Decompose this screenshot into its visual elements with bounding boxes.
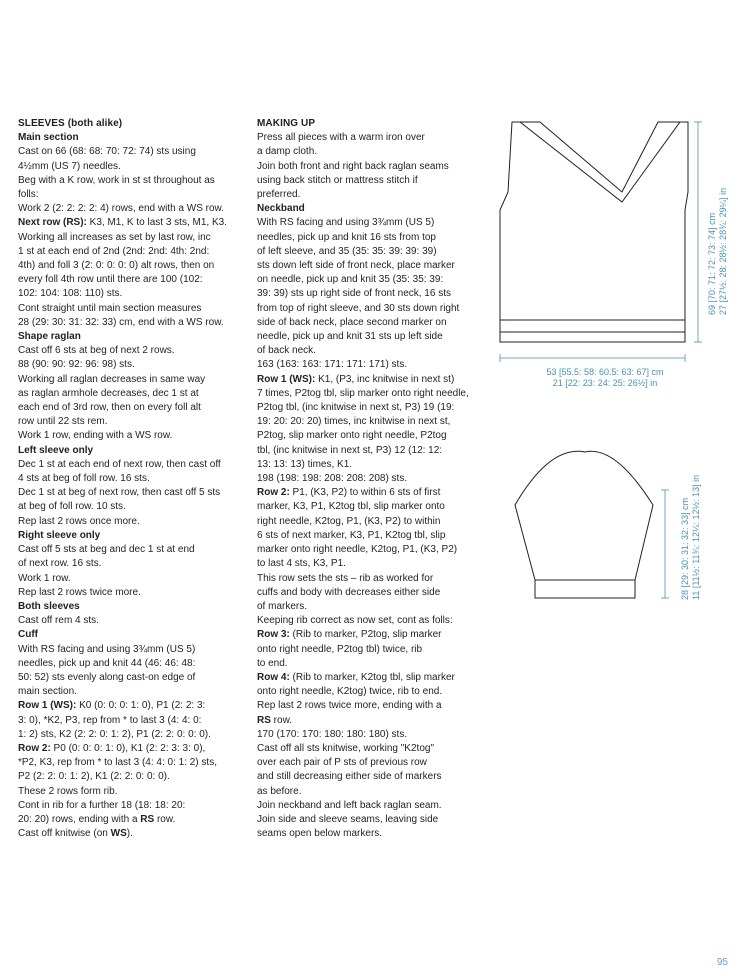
text-line: 198 (198: 198: 208: 208: 208) sts. [257,473,408,485]
row-label: Row 4: [257,671,290,683]
text-line: main section. [18,686,77,698]
text-line: Work 1 row. [18,572,71,584]
cuff-instructions [18,643,246,700]
text-line: Cast off all sts knitwise, working "K2tog" [257,742,434,754]
text-span: 20: 20) rows, ending with a [18,813,141,825]
text-line [18,827,246,841]
page-number: 95 [716,956,728,968]
neckband-instructions [257,216,483,372]
text-line: seams open below markers. [257,828,383,840]
text-line: Working all raglan decreases in same way [18,373,206,385]
text-line: as before. [257,785,302,797]
text-line: 6 sts of next marker, K3, P1, K2tog tbl, slip [257,529,446,541]
cuff-heading: Cuff [18,629,38,641]
row-label: Row 2: [257,487,290,499]
text-line: of next row. 16 sts. [18,558,102,570]
text-line: needles, pick up and knit 44 (46: 46: 48: [18,657,196,669]
next-row-text: K3, M1, K to last 3 sts, M1, K3. [86,217,227,229]
text-line: Join neckband and left back raglan seam. [257,799,442,811]
text-line: right needle, K2tog, P1, (K3, P2) to within [257,515,441,527]
text-line: Cast off rem 4 sts. [18,615,99,627]
text-line: to last 4 sts, K3, P1. [257,558,346,570]
sleeve-length-in-label: 11 [11½: 11¾: 12¼: 12½: 13] in [691,474,701,600]
text-line: sts down left side of front neck, place marker [257,260,455,272]
text-line: onto right needle, K2tog) twice, rib to end. [257,686,443,698]
right-sleeve-heading: Right sleeve only [18,529,101,541]
text-line: each end of 3rd row, then on every foll alt [18,402,201,414]
text-line: of back neck. [257,345,316,357]
text-line [257,714,483,728]
text-line: of left sleeve, and 35 (35: 35: 39: 39: 39) [257,245,437,257]
text-line: Cast off 5 sts at beg and dec 1 st at end [18,544,195,556]
text-line: 88 (90: 90: 92: 96: 98) sts. [18,359,135,371]
text-line: marker, K3, P1, K2tog tbl, slip marker onto [257,501,445,513]
text-line: 39: 39) sts up right side of front neck, 16 sts [257,288,451,300]
row-text: P1, (K3, P2) to within 6 sts of first [289,487,441,499]
text-line: a damp cloth. [257,146,318,158]
making-up-column [257,117,483,841]
text-line: With RS facing and using 3¾mm (US 5) [257,217,435,229]
bold-text: RS [140,813,155,825]
text-line: 4th) and foll 3 (2: 0: 0: 0: 0) alt rows, then on [18,260,215,272]
sleeve-outline [515,451,653,580]
text-line: 4 sts at beg of foll row. 16 sts. [18,473,150,485]
text-line: Working all increases as set by last row, inc [18,231,211,243]
text-line: Dec 1 st at beg of next row, then cast off 5 sts [18,487,221,499]
text-line: Beg with a K row, work in st st throughout as [18,174,215,186]
v-neck-band [520,122,680,202]
text-line: of markers. [257,600,308,612]
text-line: 13: 13: 13) times, K1. [257,458,353,470]
cuff-row-1 [18,699,246,713]
text-line: Join side and sleeve seams, leaving side [257,813,439,825]
main-section-heading: Main section [18,132,79,144]
text-line: folls: [18,189,39,201]
text-line: 1 st at each end of 2nd (2nd: 2nd: 4th: 2nd: [18,245,210,257]
body-width-in-label: 21 [22: 23: 24: 25: 26½] in [552,378,658,388]
text-line: Rep last 2 rows once more. [18,515,140,527]
text-line: preferred. [257,189,301,201]
text-line: Rep last 2 rows twice more. [18,586,141,598]
neckband-row-1 [257,373,483,387]
making-up-title: MAKING UP [257,118,316,129]
sleeves-column [18,117,246,841]
text-line: 163 (163: 163: 171: 171: 171) sts. [257,359,408,371]
text-line: Keeping rib correct as now set, cont as folls: [257,615,453,627]
both-sleeves-heading: Both sleeves [18,600,80,612]
text-line: Press all pieces with a warm iron over [257,132,425,144]
row-label: Row 3: [257,629,290,641]
text-line: onto right needle, P2tog tbl) twice, rib [257,643,423,655]
text-line: using back stitch or mattress stitch if [257,174,418,186]
shape-raglan-instructions [18,344,246,443]
body-length-cm-label: 69 [70: 71: 72: 73: 74] cm [707,212,717,315]
text-line: needle, pick up and knit 31 sts up left side [257,331,443,343]
bold-text: RS [257,714,271,726]
row-text: K1, (P3, inc knitwise in next st) [315,373,455,385]
text-line: Work 2 (2: 2: 2: 2: 4) rows, end with a WS row. [18,203,225,215]
row-text: (Rib to marker, P2tog, slip marker [289,629,442,641]
sleeves-title: SLEEVES (both alike) [18,118,123,129]
text-line: Join both front and right back raglan seams [257,160,449,172]
row-text: K0 (0: 0: 0: 1: 0), P1 (2: 2: 3: [76,700,206,712]
body-schematic [480,110,740,400]
text-line: P2tog tbl, (inc knitwise in next st, P3) 19 (19: [257,402,455,414]
text-line: side of back neck, place second marker on [257,316,447,328]
next-row-label: Next row (RS): [18,217,87,229]
text-line: Work 1 row, ending with a WS row. [18,430,173,442]
text-line: P2tog, slip marker onto right needle, P2tog [257,430,447,442]
sleeve-length-cm-label: 28 [29: 30: 31: 32: 33] cm [680,497,690,600]
left-sleeve-instructions [18,458,246,529]
text-line: on needle, pick up and knit 35 (35: 35: 39: [257,274,444,286]
text-line: 50: 52) sts evenly along cast-on edge of [18,671,196,683]
text-line: from top of right sleeve, and 30 sts down right [257,302,460,314]
cuff-row-2 [18,742,246,756]
left-sleeve-heading: Left sleeve only [18,444,94,456]
making-up-instructions [257,131,483,202]
text-line: 102: 104: 108: 110) sts. [18,288,123,300]
text-line: These 2 rows form rib. [18,785,118,797]
text-line: This row sets the sts – rib as worked for [257,572,434,584]
text-line [18,813,246,827]
body-outline [500,122,688,342]
text-line: 3: 0), *K2, P3, rep from * to last 3 (4: 4: 0: [18,714,202,726]
text-line: 1: 2) sts, K2 (2: 2: 0: 1: 2), P1 (2: 2: 0: 0: 0). [18,728,211,740]
text-line: needles, pick up and knit 16 sts from top [257,231,436,243]
text-line: *P2, K3, rep from * to last 3 (4: 4: 0: 1: 2) sts, [18,757,217,769]
text-line: 19: 20: 20: 20) times, inc knitwise in next st, [257,416,451,428]
text-line: marker onto right needle, K2tog, P1, (K3, P2) [257,544,458,556]
body-width-cm-label: 53 [55.5: 58: 60.5: 63: 67] cm [546,367,664,377]
row-label: Row 1 (WS): [18,700,77,712]
text-line: With RS facing and using 3¾mm (US 5) [18,643,196,655]
text-line: over each pair of P sts of previous row [257,757,427,769]
text-line: 28 (29: 30: 31: 32: 33) cm, end with a WS row. [18,316,224,328]
text-line: tbl, (inc knitwise in next st, P3) 12 (12: 12: [257,444,443,456]
text-line: 7 times, P2tog tbl, slip marker onto right needle, [257,387,469,399]
text-line: row until 22 sts rem. [18,416,108,428]
text-span: row. [154,813,176,825]
text-line: P2 (2: 2: 0: 1: 2), K1 (2: 2: 0: 0: 0). [18,771,170,783]
bold-text: WS [110,828,127,840]
body-length-in-label: 27 [27½: 28: 28½: 28¾: 29¼] in [718,187,728,315]
text-line: every foll 4th row until there are 100 (102: [18,274,203,286]
text-line: 4½mm (US 7) needles. [18,160,121,172]
right-sleeve-instructions [18,543,246,600]
text-line: cuffs and body with decreases either side [257,586,441,598]
text-line: at beg of foll row. 10 sts. [18,501,126,513]
text-line: Cast on 66 (68: 68: 70: 72: 74) sts using [18,146,196,158]
row-label: Row 1 (WS): [257,373,316,385]
neckband-row-3 [257,628,483,642]
text-line: Rep last 2 rows twice more, ending with a [257,700,442,712]
neckband-heading: Neckband [257,203,305,215]
text-line: to end. [257,657,288,669]
text-line: Cont in rib for a further 18 (18: 18: 20: [18,799,186,811]
text-span: row. [270,714,293,726]
shape-raglan-heading: Shape raglan [18,331,81,343]
next-row-instruction [18,216,246,230]
text-span: ). [126,828,133,840]
text-line: 170 (170: 170: 180: 180: 180) sts. [257,728,408,740]
row-text: (Rib to marker, K2tog tbl, slip marker [289,671,455,683]
sleeve-cuff [535,580,635,598]
text-span: Cast off knitwise (on [18,828,111,840]
text-line: Cont straight until main section measures [18,302,202,314]
increase-instructions [18,231,246,330]
text-line: as raglan armhole decreases, dec 1 st at [18,387,199,399]
neckband-row-4 [257,671,483,685]
text-line: Dec 1 st at each end of next row, then cast off [18,458,221,470]
row-text: P0 (0: 0: 0: 1: 0), K1 (2: 2: 3: 3: 0), [50,742,206,754]
row-label: Row 2: [18,742,51,754]
main-section-instructions [18,145,246,216]
text-line: Cast off 6 sts at beg of next 2 rows. [18,345,175,357]
neckband-row-2 [257,486,483,500]
text-line: and still decreasing either side of markers [257,771,442,783]
